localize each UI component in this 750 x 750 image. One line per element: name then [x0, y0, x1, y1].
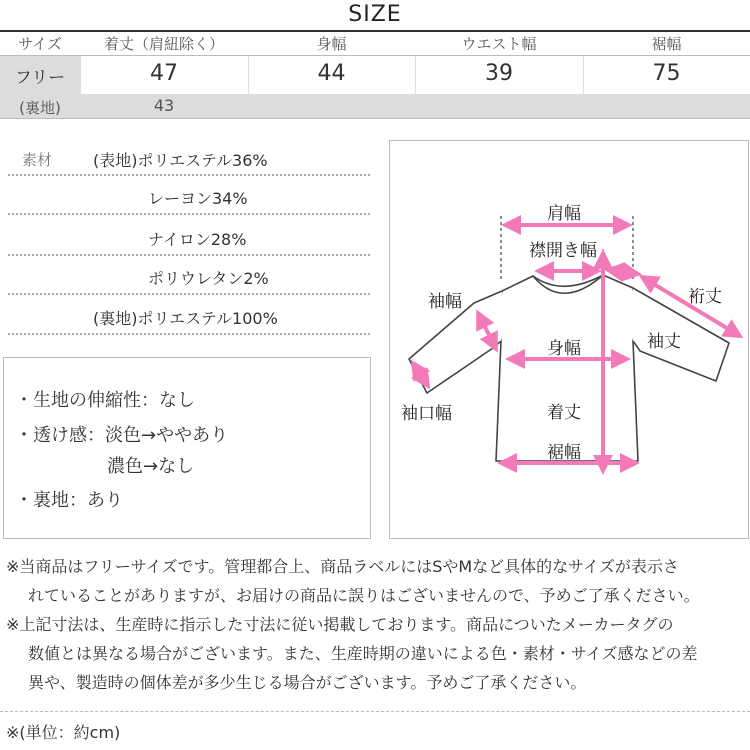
table-header-hem: 裾幅 — [651, 35, 682, 53]
table-header-length: 着丈（肩紐除く） — [103, 35, 224, 53]
table-header-body-width: 身幅 — [316, 35, 347, 53]
note-line: 異や、製造時の個体差が多少生じる場合がございます。予めご了承ください。 — [28, 673, 587, 692]
label-shoulder: 肩幅 — [547, 204, 581, 224]
label-sleeve-width: 袖幅 — [428, 292, 462, 312]
divider — [8, 333, 370, 335]
property-sheer: ・透け感：淡色→ややあり — [15, 425, 229, 446]
material-line-5: (裏地)ポリエステル100% — [93, 309, 278, 328]
label-neck: 襟開き幅 — [529, 241, 597, 261]
row-label-lining: (裏地) — [19, 99, 61, 117]
label-hem: 裾幅 — [547, 443, 581, 463]
divider — [8, 213, 370, 215]
cell-hem: 75 — [652, 61, 681, 86]
label-yuki: 裄丈 — [688, 287, 722, 307]
divider — [8, 174, 370, 176]
note-line: れていることがありますが、お届けの商品に誤りはございませんので、予めご了承ください。 — [28, 586, 700, 605]
cell-body-width: 44 — [317, 61, 346, 86]
material-line-2: レーヨン34% — [148, 189, 248, 208]
divider — [8, 293, 370, 295]
property-sheer-dark: 濃色→なし — [107, 456, 195, 477]
table-divider — [80, 56, 81, 118]
cell-length: 47 — [150, 61, 178, 86]
table-header-size: サイズ — [18, 35, 62, 53]
note-line: ※当商品はフリーサイズです。管理都合上、商品ラベルにはSやMなど具体的なサイズが表示さ — [6, 557, 679, 576]
cell-lining-length: 43 — [153, 96, 175, 115]
cell-waist: 39 — [485, 61, 513, 86]
divider — [0, 711, 750, 712]
table-divider — [583, 56, 584, 118]
table-divider — [415, 56, 416, 118]
label-body-width: 身幅 — [547, 339, 581, 359]
table-divider — [248, 56, 249, 118]
row-label-free: フリー — [14, 68, 66, 88]
divider — [8, 254, 370, 256]
size-title: SIZE — [348, 2, 402, 27]
label-sleeve-length: 袖丈 — [647, 332, 681, 352]
title-rule — [0, 30, 750, 32]
materials-label: 素材 — [22, 151, 53, 169]
unit-note: ※(単位：約cm) — [6, 723, 121, 742]
note-line: ※上記寸法は、生産時に指示した寸法に従い掲載しております。商品についたメーカータグの — [6, 615, 674, 634]
material-line-1: (表地)ポリエステル36% — [93, 151, 268, 170]
note-line: 数値とは異なる場合がございます。また、生産時期の違いによる色・素材・サイズ感などの差 — [28, 644, 698, 663]
material-line-3: ナイロン28% — [148, 230, 247, 249]
label-cuff: 袖口幅 — [401, 404, 452, 424]
label-length: 着丈 — [547, 403, 581, 423]
material-line-4: ポリウレタン2% — [148, 269, 269, 288]
property-stretch: ・生地の伸縮性：なし — [15, 390, 195, 411]
table-bottom-line — [0, 118, 750, 119]
table-header-waist: ウエスト幅 — [461, 35, 537, 53]
property-lining: ・裏地：あり — [15, 490, 123, 511]
notes-block — [6, 552, 746, 697]
